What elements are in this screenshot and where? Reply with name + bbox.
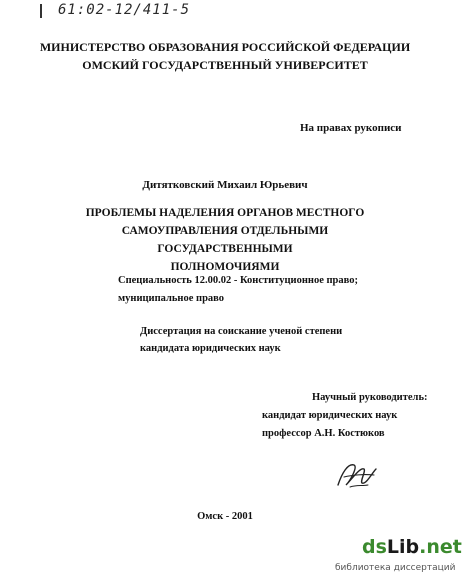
logo-part: ds [362,536,387,558]
supervisor-degree: кандидат юридических наук [262,410,398,421]
logo-part: .net [419,536,462,558]
signature-icon [330,455,380,495]
pen-mark [40,4,42,18]
specialty-code: Специальность 12.00.02 - Конституционное право; [118,275,358,286]
university-name: ОМСКИЙ ГОСУДАРСТВЕННЫЙ УНИВЕРСИТЕТ [82,58,368,72]
ministry-name: МИНИСТЕРСТВО ОБРАЗОВАНИЯ РОССИЙСКОЙ ФЕДЕРАЦИИ [39,40,411,54]
degree-name: кандидата юридических наук [140,343,281,354]
logo-part: Lib [386,536,420,558]
degree-purpose: Диссертация на соискание ученой степени [140,326,343,337]
institution-header [30,38,420,74]
manuscript-rights-label: На правах рукописи [300,122,402,134]
dslib-logo[interactable] [362,536,462,562]
archive-code: 61:02-12/411-5 [58,2,191,18]
author-name: Дитятковский Михаил Юрьевич [142,179,308,191]
dslib-watermark[interactable] [330,533,462,582]
title-line: ПРОБЛЕМЫ НАДЕЛЕНИЯ ОРГАНОВ МЕСТНОГО [85,207,365,219]
city-and-year: Омск - 2001 [197,511,253,522]
supervisor-block [262,389,442,443]
dslib-subtitle: библиотека диссертаций [335,563,456,573]
specialty-block [118,272,418,308]
supervisor-name: профессор А.Н. Костюков [262,428,385,439]
degree-block [140,323,400,357]
title-line: САМОУПРАВЛЕНИЯ ОТДЕЛЬНЫМИ ГОСУДАРСТВЕННЫМИ [121,225,329,255]
dissertation-title [60,204,390,276]
title-line: ПОЛНОМОЧИЯМИ [170,261,280,273]
supervisor-label: Научный руководитель: [312,392,428,403]
specialty-name: муниципальное право [118,293,225,304]
